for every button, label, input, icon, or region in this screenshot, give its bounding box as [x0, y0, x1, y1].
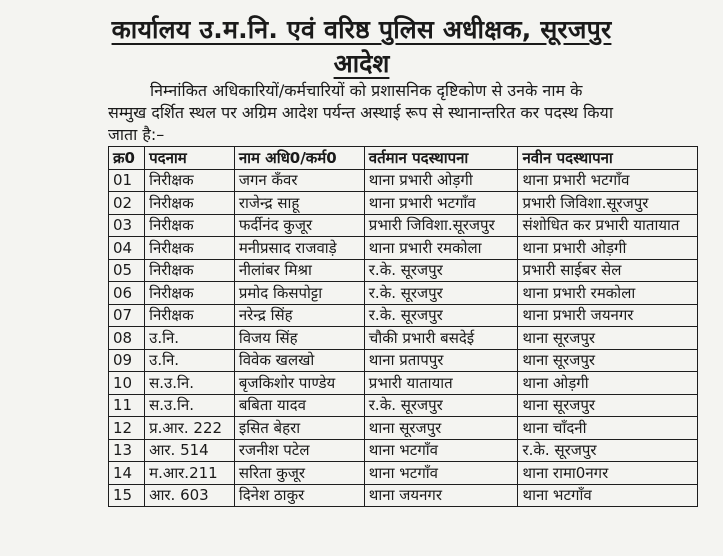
cell-new-posting: थाना प्रभारी भटगाँव	[518, 169, 698, 192]
table-row	[109, 372, 698, 395]
cell-current-posting: थाना सूरजपुर	[364, 417, 518, 440]
header-designation: पदनाम	[145, 147, 235, 170]
table-row	[109, 237, 698, 260]
cell-current-posting: थाना प्रभारी ओड़गी	[364, 169, 518, 192]
table-header-row	[109, 147, 698, 170]
cell-designation: निरीक्षक	[145, 237, 235, 260]
cell-serial: 14	[109, 462, 145, 485]
cell-new-posting: प्रभारी साईबर सेल	[518, 259, 698, 282]
order-heading: आदेश	[333, 49, 390, 78]
table-row	[109, 439, 698, 462]
cell-current-posting: प्रभारी यातायात	[364, 372, 518, 395]
intro-line-2: सम्मुख दर्शित स्थल पर अग्रिम आदेश पर्यन्त अस्थाई रूप से स्थानान्तरित कर पदस्थ किया	[108, 103, 613, 122]
cell-current-posting: र.के. सूरजपुर	[364, 394, 518, 417]
table-row	[109, 327, 698, 350]
cell-current-posting: थाना प्रभारी भटगाँव	[364, 192, 518, 215]
cell-current-posting: र.के. सूरजपुर	[364, 304, 518, 327]
cell-new-posting: थाना रामा0नगर	[518, 462, 698, 485]
cell-new-posting: थाना भटगाँव	[518, 484, 698, 507]
cell-new-posting: प्रभारी जिविशा.सूरजपुर	[518, 192, 698, 215]
cell-serial: 01	[109, 169, 145, 192]
cell-new-posting: र.के. सूरजपुर	[518, 439, 698, 462]
cell-serial: 11	[109, 394, 145, 417]
cell-name: विजय सिंह	[234, 327, 364, 350]
cell-designation: निरीक्षक	[145, 214, 235, 237]
table-row	[109, 417, 698, 440]
cell-name: विवेक खलखो	[234, 349, 364, 372]
cell-new-posting: थाना प्रभारी ओड़गी	[518, 237, 698, 260]
cell-serial: 07	[109, 304, 145, 327]
cell-serial: 15	[109, 484, 145, 507]
table-row	[109, 259, 698, 282]
cell-designation: आर. 514	[145, 439, 235, 462]
header-serial: क्र0	[109, 147, 145, 170]
intro-line-1: निम्नांकित अधिकारियों/कर्मचारियों को प्रशासनिक दृष्टिकोण से उनके नाम के	[150, 81, 583, 100]
cell-current-posting: थाना प्रतापपुर	[364, 349, 518, 372]
cell-designation: स.उ.नि.	[145, 394, 235, 417]
cell-designation: निरीक्षक	[145, 282, 235, 305]
cell-serial: 12	[109, 417, 145, 440]
cell-current-posting: र.के. सूरजपुर	[364, 282, 518, 305]
cell-current-posting: चौकी प्रभारी बसदेई	[364, 327, 518, 350]
cell-current-posting: प्रभारी जिविशा.सूरजपुर	[364, 214, 518, 237]
cell-designation: आर. 603	[145, 484, 235, 507]
cell-new-posting: थाना सूरजपुर	[518, 327, 698, 350]
cell-name: बबिता यादव	[234, 394, 364, 417]
cell-designation: उ.नि.	[145, 349, 235, 372]
cell-new-posting: थाना सूरजपुर	[518, 394, 698, 417]
cell-name: जगन कँवर	[234, 169, 364, 192]
cell-name: दिनेश ठाकुर	[234, 484, 364, 507]
table-row	[109, 304, 698, 327]
table-row	[109, 349, 698, 372]
table-row	[109, 394, 698, 417]
cell-serial: 13	[109, 439, 145, 462]
cell-name: बृजकिशोर पाण्डेय	[234, 372, 364, 395]
cell-serial: 03	[109, 214, 145, 237]
cell-designation: निरीक्षक	[145, 259, 235, 282]
table-row	[109, 192, 698, 215]
cell-name: नीलांबर मिश्रा	[234, 259, 364, 282]
cell-serial: 04	[109, 237, 145, 260]
cell-designation: उ.नि.	[145, 327, 235, 350]
cell-designation: निरीक्षक	[145, 169, 235, 192]
cell-new-posting: संशोधित कर प्रभारी यातायात	[518, 214, 698, 237]
cell-name: मनीप्रसाद राजवाड़े	[234, 237, 364, 260]
cell-current-posting: थाना प्रभारी रमकोला	[364, 237, 518, 260]
cell-new-posting: थाना ओड़गी	[518, 372, 698, 395]
table-body	[109, 169, 698, 507]
office-heading: कार्यालय उ.म.नि. एवं वरिष्ठ पुलिस अधीक्षक, सूरजपुर	[111, 15, 612, 44]
cell-name: नरेन्द्र सिंह	[234, 304, 364, 327]
cell-designation: म.आर.211	[145, 462, 235, 485]
header-new-posting: नवीन पदस्थापना	[518, 147, 698, 170]
cell-serial: 02	[109, 192, 145, 215]
cell-designation: प्र.आर. 222	[145, 417, 235, 440]
cell-current-posting: र.के. सूरजपुर	[364, 259, 518, 282]
cell-serial: 10	[109, 372, 145, 395]
cell-new-posting: थाना चाँदनी	[518, 417, 698, 440]
cell-designation: स.उ.नि.	[145, 372, 235, 395]
cell-new-posting: थाना प्रभारी जयनगर	[518, 304, 698, 327]
cell-name: फर्दीनंद कुजूर	[234, 214, 364, 237]
cell-name: रजनीश पटेल	[234, 439, 364, 462]
transfer-table	[108, 146, 698, 507]
cell-new-posting: थाना प्रभारी रमकोला	[518, 282, 698, 305]
table-row	[109, 462, 698, 485]
header-name: नाम अधि0/कर्म0	[234, 147, 364, 170]
cell-name: सरिता कुजूर	[234, 462, 364, 485]
cell-current-posting: थाना भटगाँव	[364, 439, 518, 462]
cell-name: इसित बेहरा	[234, 417, 364, 440]
table-row	[109, 214, 698, 237]
cell-current-posting: थाना जयनगर	[364, 484, 518, 507]
intro-line-3: जाता है:–	[108, 125, 165, 144]
cell-serial: 08	[109, 327, 145, 350]
cell-serial: 05	[109, 259, 145, 282]
cell-name: राजेन्द्र साहू	[234, 192, 364, 215]
cell-serial: 09	[109, 349, 145, 372]
table-row	[109, 484, 698, 507]
cell-current-posting: थाना भटगाँव	[364, 462, 518, 485]
cell-serial: 06	[109, 282, 145, 305]
table-row	[109, 169, 698, 192]
cell-name: प्रमोद किसपोट्टा	[234, 282, 364, 305]
table-row	[109, 282, 698, 305]
header-current-posting: वर्तमान पदस्थापना	[364, 147, 518, 170]
cell-new-posting: थाना सूरजपुर	[518, 349, 698, 372]
cell-designation: निरीक्षक	[145, 192, 235, 215]
cell-designation: निरीक्षक	[145, 304, 235, 327]
